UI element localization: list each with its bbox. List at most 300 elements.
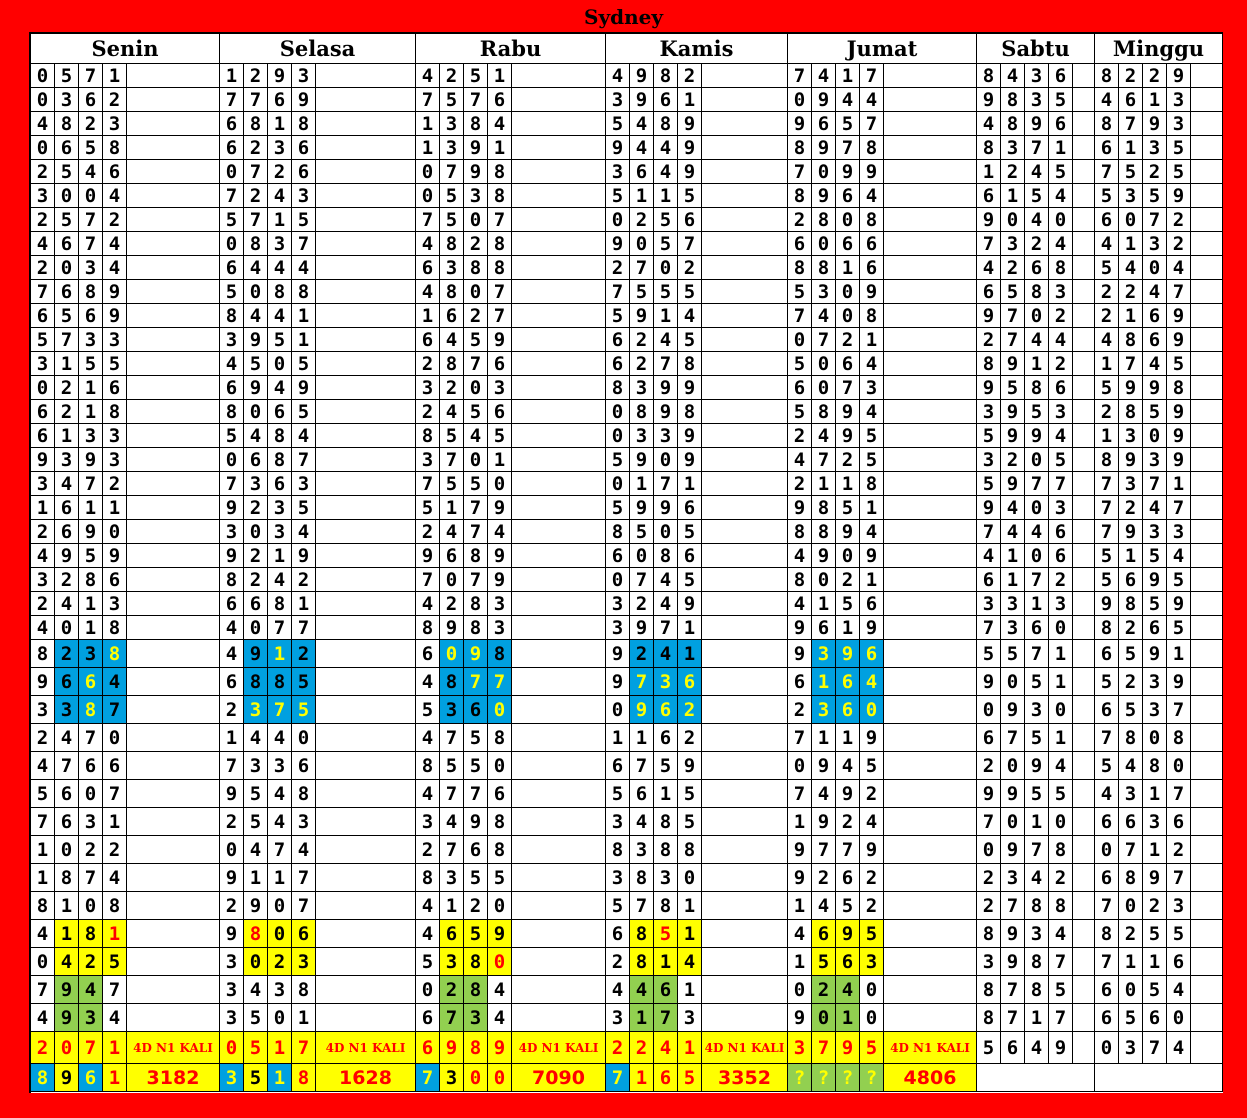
result-digit: 9 <box>488 328 512 352</box>
result-digit: 6 <box>1025 256 1049 280</box>
final-value: 4806 <box>884 1064 977 1092</box>
result-digit: 7 <box>488 304 512 328</box>
result-digit: 0 <box>812 1004 836 1032</box>
summary-digit: 0 <box>220 1032 244 1064</box>
result-digit: 5 <box>292 496 316 520</box>
result-spacer <box>127 376 220 400</box>
result-spacer <box>1191 780 1223 808</box>
result-digit: 9 <box>1001 920 1025 948</box>
result-spacer <box>1073 1004 1095 1032</box>
result-digit: 0 <box>860 696 884 724</box>
result-digit: 5 <box>464 64 488 88</box>
result-digit: 5 <box>1095 184 1119 208</box>
result-digit: 6 <box>1049 112 1073 136</box>
result-digit: 2 <box>1143 160 1167 184</box>
result-digit: 1 <box>1001 184 1025 208</box>
result-digit: 8 <box>292 780 316 808</box>
result-digit: 4 <box>654 136 678 160</box>
result-digit: 4 <box>292 836 316 864</box>
result-spacer <box>512 616 606 640</box>
result-digit: 5 <box>1143 920 1167 948</box>
final-value: 3352 <box>702 1064 788 1092</box>
summary-spacer <box>1191 1032 1223 1064</box>
result-digit: 3 <box>464 184 488 208</box>
result-digit: 9 <box>292 88 316 112</box>
final-digit: 6 <box>79 1064 103 1092</box>
result-digit: 3 <box>1167 520 1191 544</box>
result-digit: 3 <box>1143 808 1167 836</box>
result-digit: 6 <box>812 920 836 948</box>
result-digit: 5 <box>103 948 127 976</box>
result-spacer <box>127 400 220 424</box>
result-spacer <box>316 616 416 640</box>
summary-digit: 6 <box>1001 1032 1025 1064</box>
result-digit: 0 <box>416 184 440 208</box>
result-digit: 2 <box>31 160 55 184</box>
result-digit: 1 <box>79 592 103 616</box>
result-digit: 5 <box>1143 184 1167 208</box>
result-digit: 9 <box>488 544 512 568</box>
result-spacer <box>702 496 788 520</box>
result-spacer <box>316 808 416 836</box>
result-digit: 8 <box>678 836 702 864</box>
result-digit: 8 <box>630 864 654 892</box>
result-digit: 3 <box>654 424 678 448</box>
result-digit: 3 <box>1025 920 1049 948</box>
result-spacer <box>1073 208 1095 232</box>
result-digit: 0 <box>812 232 836 256</box>
summary-digit: 1 <box>678 1032 702 1064</box>
result-digit: 2 <box>55 640 79 668</box>
result-digit: 9 <box>812 88 836 112</box>
result-digit: 3 <box>79 1004 103 1032</box>
result-digit: 4 <box>1025 208 1049 232</box>
result-digit: 8 <box>977 1004 1001 1032</box>
result-digit: 7 <box>79 472 103 496</box>
result-digit: 3 <box>292 472 316 496</box>
result-digit: 3 <box>31 568 55 592</box>
result-spacer <box>316 724 416 752</box>
result-digit: 4 <box>1167 544 1191 568</box>
result-digit: 7 <box>678 232 702 256</box>
result-spacer <box>884 696 977 724</box>
result-digit: 5 <box>630 520 654 544</box>
result-digit: 7 <box>812 448 836 472</box>
result-digit: 6 <box>55 136 79 160</box>
result-spacer <box>1191 328 1223 352</box>
result-digit: 0 <box>977 696 1001 724</box>
result-digit: 5 <box>836 112 860 136</box>
result-digit: 7 <box>1001 328 1025 352</box>
result-spacer <box>512 184 606 208</box>
result-digit: 9 <box>79 520 103 544</box>
result-spacer <box>127 112 220 136</box>
result-digit: 4 <box>31 752 55 780</box>
result-digit: 5 <box>292 208 316 232</box>
result-digit: 4 <box>55 592 79 616</box>
result-digit: 1 <box>1049 136 1073 160</box>
result-digit: 5 <box>860 424 884 448</box>
result-digit: 3 <box>1049 280 1073 304</box>
result-spacer <box>1073 256 1095 280</box>
result-digit: 4 <box>678 304 702 328</box>
result-digit: 9 <box>630 64 654 88</box>
result-digit: 2 <box>678 64 702 88</box>
result-digit: 2 <box>1119 668 1143 696</box>
result-digit: 5 <box>488 424 512 448</box>
result-spacer <box>512 544 606 568</box>
result-digit: 3 <box>1049 400 1073 424</box>
result-digit: 9 <box>1001 836 1025 864</box>
result-digit: 4 <box>416 780 440 808</box>
result-digit: 4 <box>1001 64 1025 88</box>
result-digit: 8 <box>788 184 812 208</box>
result-digit: 6 <box>1143 616 1167 640</box>
result-digit: 9 <box>836 520 860 544</box>
result-digit: 8 <box>1025 976 1049 1004</box>
result-digit: 8 <box>416 752 440 780</box>
result-digit: 9 <box>1167 328 1191 352</box>
result-spacer <box>127 808 220 836</box>
result-digit: 5 <box>244 352 268 376</box>
result-digit: 7 <box>440 780 464 808</box>
summary-digit: 7 <box>292 1032 316 1064</box>
result-digit: 3 <box>244 752 268 780</box>
result-digit: 4 <box>1119 752 1143 780</box>
result-digit: 4 <box>654 328 678 352</box>
result-digit: 7 <box>836 136 860 160</box>
result-spacer <box>884 88 977 112</box>
result-digit: 8 <box>977 64 1001 88</box>
result-spacer <box>1191 448 1223 472</box>
result-spacer <box>1073 640 1095 668</box>
result-digit: 4 <box>860 668 884 696</box>
result-digit: 9 <box>292 544 316 568</box>
result-digit: 6 <box>488 352 512 376</box>
result-digit: 0 <box>1025 544 1049 568</box>
result-digit: 0 <box>606 568 630 592</box>
result-spacer <box>702 544 788 568</box>
result-digit: 7 <box>1001 304 1025 328</box>
result-digit: 9 <box>31 668 55 696</box>
result-spacer <box>1073 544 1095 568</box>
result-digit: 5 <box>79 352 103 376</box>
result-digit: 6 <box>1119 568 1143 592</box>
result-spacer <box>127 448 220 472</box>
result-digit: 3 <box>440 948 464 976</box>
result-digit: 7 <box>1001 892 1025 920</box>
result-digit: 8 <box>630 400 654 424</box>
result-spacer <box>884 232 977 256</box>
result-digit: 4 <box>860 352 884 376</box>
result-digit: 9 <box>103 280 127 304</box>
result-digit: 1 <box>678 88 702 112</box>
result-digit: 6 <box>440 304 464 328</box>
result-digit: 1 <box>55 920 79 948</box>
result-digit: 8 <box>268 448 292 472</box>
result-digit: 6 <box>55 280 79 304</box>
result-digit: 8 <box>654 892 678 920</box>
result-digit: 0 <box>812 160 836 184</box>
result-digit: 6 <box>788 376 812 400</box>
result-digit: 4 <box>1025 520 1049 544</box>
result-spacer <box>316 496 416 520</box>
result-digit: 8 <box>55 112 79 136</box>
result-digit: 6 <box>654 696 678 724</box>
result-digit: 5 <box>812 948 836 976</box>
result-digit: 5 <box>606 184 630 208</box>
result-spacer <box>702 640 788 668</box>
result-spacer <box>1191 668 1223 696</box>
result-digit: 5 <box>654 280 678 304</box>
summary-digit: 9 <box>488 1032 512 1064</box>
result-digit: 8 <box>292 280 316 304</box>
summary-digit: 1 <box>103 1032 127 1064</box>
result-digit: 4 <box>630 112 654 136</box>
result-digit: 7 <box>812 836 836 864</box>
result-spacer <box>884 112 977 136</box>
result-digit: 8 <box>220 568 244 592</box>
result-digit: 0 <box>1001 808 1025 836</box>
result-digit: 1 <box>812 472 836 496</box>
summary-digit: 4 <box>1025 1032 1049 1064</box>
result-digit: 0 <box>31 948 55 976</box>
result-digit: 0 <box>836 280 860 304</box>
result-digit: 9 <box>630 696 654 724</box>
summary-digit: 2 <box>630 1032 654 1064</box>
result-digit: 9 <box>977 208 1001 232</box>
result-spacer <box>1191 208 1223 232</box>
result-digit: 2 <box>860 892 884 920</box>
result-digit: 6 <box>836 948 860 976</box>
result-digit: 4 <box>788 920 812 948</box>
result-digit: 6 <box>55 780 79 808</box>
result-digit: 0 <box>268 352 292 376</box>
result-spacer <box>1073 976 1095 1004</box>
result-digit: 9 <box>1143 376 1167 400</box>
result-digit: 6 <box>1049 64 1073 88</box>
result-digit: 7 <box>103 780 127 808</box>
result-spacer <box>127 520 220 544</box>
result-digit: 4 <box>244 304 268 328</box>
result-digit: 1 <box>268 112 292 136</box>
result-digit: 6 <box>103 160 127 184</box>
result-digit: 7 <box>464 88 488 112</box>
result-digit: 8 <box>1001 112 1025 136</box>
result-digit: 3 <box>79 640 103 668</box>
result-digit: 3 <box>244 696 268 724</box>
result-digit: 2 <box>788 208 812 232</box>
result-spacer <box>1191 836 1223 864</box>
result-digit: 5 <box>79 136 103 160</box>
result-digit: 2 <box>31 520 55 544</box>
result-digit: 6 <box>860 256 884 280</box>
result-spacer <box>1073 724 1095 752</box>
result-spacer <box>702 948 788 976</box>
result-digit: 5 <box>1143 400 1167 424</box>
result-digit: 2 <box>788 424 812 448</box>
result-digit: 4 <box>654 592 678 616</box>
result-digit: 5 <box>1025 668 1049 696</box>
result-digit: 7 <box>1001 1004 1025 1032</box>
result-digit: 0 <box>1143 724 1167 752</box>
result-digit: 6 <box>1095 640 1119 668</box>
result-digit: 2 <box>220 892 244 920</box>
result-digit: 7 <box>1049 472 1073 496</box>
result-digit: 2 <box>678 256 702 280</box>
result-digit: 4 <box>860 400 884 424</box>
result-digit: 7 <box>220 88 244 112</box>
result-digit: 9 <box>1025 112 1049 136</box>
final-digit: 7 <box>606 1064 630 1092</box>
result-spacer <box>316 948 416 976</box>
result-digit: 9 <box>788 864 812 892</box>
result-digit: 8 <box>860 304 884 328</box>
result-digit: 8 <box>977 920 1001 948</box>
result-digit: 1 <box>836 472 860 496</box>
result-spacer <box>1191 544 1223 568</box>
result-digit: 9 <box>630 496 654 520</box>
result-spacer <box>316 448 416 472</box>
result-spacer <box>702 616 788 640</box>
result-spacer <box>127 892 220 920</box>
result-digit: 7 <box>606 280 630 304</box>
result-digit: 2 <box>55 568 79 592</box>
summary-label: 4D N1 KALI <box>884 1032 977 1064</box>
result-spacer <box>512 640 606 668</box>
result-digit: 7 <box>654 1004 678 1032</box>
result-spacer <box>1073 424 1095 448</box>
result-digit: 7 <box>440 724 464 752</box>
result-spacer <box>316 400 416 424</box>
result-digit: 8 <box>268 668 292 696</box>
summary-label: 4D N1 KALI <box>127 1032 220 1064</box>
result-digit: 5 <box>678 520 702 544</box>
result-spacer <box>1073 836 1095 864</box>
result-digit: 3 <box>1049 496 1073 520</box>
result-digit: 4 <box>1025 328 1049 352</box>
result-digit: 1 <box>1143 948 1167 976</box>
result-digit: 7 <box>464 496 488 520</box>
result-digit: 7 <box>244 88 268 112</box>
result-digit: 7 <box>1167 696 1191 724</box>
result-digit: 3 <box>55 696 79 724</box>
result-spacer <box>316 424 416 448</box>
result-digit: 8 <box>654 64 678 88</box>
result-digit: 7 <box>1095 948 1119 976</box>
result-digit: 6 <box>606 352 630 376</box>
result-spacer <box>1191 592 1223 616</box>
result-digit: 0 <box>606 208 630 232</box>
result-spacer <box>702 112 788 136</box>
result-digit: 9 <box>440 616 464 640</box>
result-spacer <box>127 724 220 752</box>
result-digit: 1 <box>103 64 127 88</box>
result-digit: 4 <box>416 892 440 920</box>
result-spacer <box>1191 808 1223 836</box>
result-digit: 1 <box>654 304 678 328</box>
result-digit: 7 <box>630 568 654 592</box>
result-digit: 9 <box>416 544 440 568</box>
result-spacer <box>1073 136 1095 160</box>
result-digit: 9 <box>1143 568 1167 592</box>
result-digit: 4 <box>268 780 292 808</box>
result-spacer <box>884 280 977 304</box>
result-digit: 3 <box>220 976 244 1004</box>
result-digit: 2 <box>860 864 884 892</box>
result-digit: 7 <box>79 864 103 892</box>
result-digit: 5 <box>1119 1004 1143 1032</box>
result-digit: 2 <box>1095 280 1119 304</box>
result-digit: 0 <box>678 864 702 892</box>
result-digit: 8 <box>440 352 464 376</box>
final-digit: 7 <box>416 1064 440 1092</box>
result-digit: 4 <box>440 400 464 424</box>
result-digit: 3 <box>103 592 127 616</box>
result-digit: 4 <box>79 976 103 1004</box>
result-digit: 6 <box>1095 696 1119 724</box>
result-digit: 5 <box>836 496 860 520</box>
final-digit: 0 <box>464 1064 488 1092</box>
result-digit: 2 <box>103 88 127 112</box>
result-digit: 9 <box>977 780 1001 808</box>
result-digit: 2 <box>1119 496 1143 520</box>
result-spacer <box>702 160 788 184</box>
result-digit: 0 <box>244 948 268 976</box>
result-digit: 2 <box>416 836 440 864</box>
result-digit: 9 <box>1001 696 1025 724</box>
result-spacer <box>127 616 220 640</box>
result-digit: 6 <box>103 376 127 400</box>
result-digit: 9 <box>654 496 678 520</box>
result-digit: 5 <box>836 892 860 920</box>
result-spacer <box>512 328 606 352</box>
result-digit: 9 <box>860 616 884 640</box>
result-digit: 1 <box>678 976 702 1004</box>
summary-label: 4D N1 KALI <box>316 1032 416 1064</box>
result-digit: 5 <box>220 424 244 448</box>
result-spacer <box>127 696 220 724</box>
result-spacer <box>512 88 606 112</box>
result-spacer <box>1073 780 1095 808</box>
result-digit: 4 <box>31 616 55 640</box>
result-digit: 3 <box>268 232 292 256</box>
result-digit: 1 <box>1119 544 1143 568</box>
result-digit: 7 <box>1049 948 1073 976</box>
result-digit: 0 <box>1049 616 1073 640</box>
result-digit: 2 <box>1001 160 1025 184</box>
result-digit: 5 <box>55 304 79 328</box>
result-digit: 8 <box>440 280 464 304</box>
result-spacer <box>1191 568 1223 592</box>
result-digit: 6 <box>79 304 103 328</box>
result-digit: 7 <box>654 352 678 376</box>
result-digit: 8 <box>292 976 316 1004</box>
result-digit: 2 <box>630 208 654 232</box>
result-digit: 5 <box>606 448 630 472</box>
result-digit: 4 <box>1095 88 1119 112</box>
result-digit: 9 <box>678 592 702 616</box>
result-digit: 9 <box>55 544 79 568</box>
result-digit: 2 <box>268 948 292 976</box>
result-digit: 3 <box>488 616 512 640</box>
result-digit: 7 <box>860 64 884 88</box>
result-digit: 3 <box>244 472 268 496</box>
result-digit: 4 <box>268 376 292 400</box>
result-digit: 3 <box>1143 448 1167 472</box>
result-digit: 9 <box>1119 448 1143 472</box>
result-digit: 6 <box>606 544 630 568</box>
